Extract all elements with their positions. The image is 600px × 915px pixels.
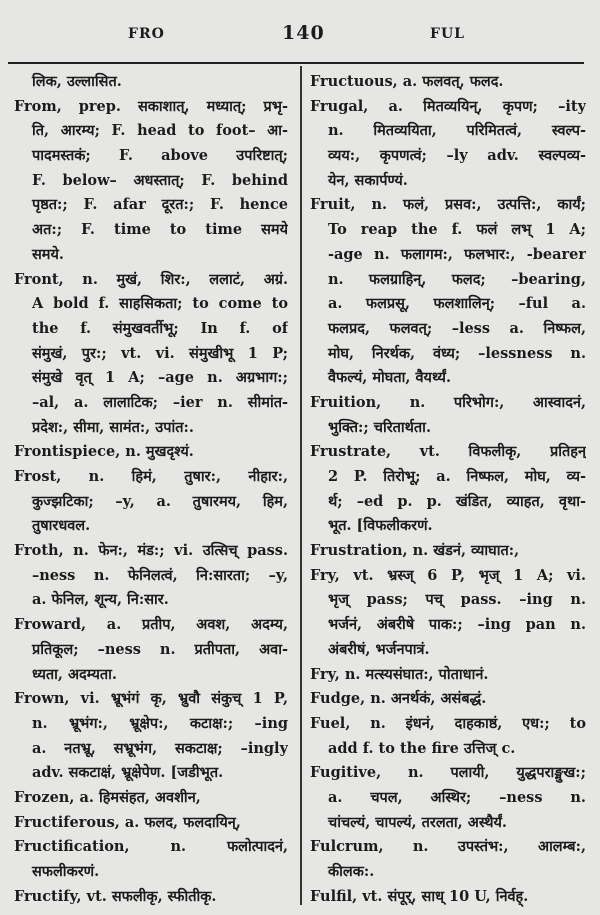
guide-word-left: FRO	[128, 26, 165, 42]
dictionary-entry	[310, 70, 586, 95]
entry-line	[14, 366, 288, 391]
entry-line	[310, 268, 586, 293]
dictionary-entry	[310, 391, 586, 440]
definition-text: प्रदेश:, सीमा, सामंत:, उपांत:.	[32, 418, 194, 436]
headword: Fulfil,	[310, 887, 358, 905]
headword: Fugitive,	[310, 764, 382, 782]
entry-line	[14, 70, 288, 95]
headword: From,	[14, 97, 62, 115]
entry-line	[310, 663, 586, 688]
definition-text: येन, सकार्पण्यं.	[328, 171, 408, 189]
guide-word-right: FUL	[430, 26, 465, 42]
definition-text: फलप्रद, फलवत्; –less a. निष्फल,	[328, 319, 586, 337]
definition-text: संमुखं, पुर:; vt. vi. संमुखीभू 1 P;	[32, 344, 288, 362]
entry-line	[310, 416, 586, 441]
entry-line	[14, 761, 288, 786]
definition-text: ध्यता, अदम्यता.	[32, 665, 117, 683]
headword: Fruition,	[310, 393, 382, 411]
headword: Frown,	[14, 690, 70, 708]
definition-text: र्थ; –ed p. p. खंडित, व्याहत, वृथा-	[328, 492, 586, 510]
headword: Fry,	[310, 665, 340, 683]
definition-text: भूत. [विफलीकरणं.	[328, 517, 433, 535]
entry-line	[14, 835, 288, 860]
definition-text: F. below– अधस्तात्; F. behind	[32, 171, 288, 189]
entry-line	[310, 564, 586, 589]
definition-text: n. फलोत्पादनं,	[129, 838, 288, 856]
definition-text: a. फेनिल, शून्य, नि:सार.	[32, 591, 169, 609]
headword: Fruit,	[310, 196, 356, 214]
definition-text: adv. सकटाक्षं, भ्रूक्षेपेण. [जडीभूत.	[32, 764, 224, 782]
definition-text: तुषारधवल.	[32, 517, 91, 535]
definition-text: A bold f. साहसिकता; to come to	[32, 295, 288, 313]
headword: Fudge,	[310, 690, 366, 708]
definition-text: vt. संपूर्, साध् 10 U, निर्वह्.	[357, 887, 529, 905]
dictionary-entry	[310, 835, 586, 884]
definition-text: a. फलवत्, फलद.	[397, 73, 504, 90]
entry-line	[14, 514, 288, 539]
entry-line	[14, 440, 288, 465]
definition-text: कुज्झटिका; –y, a. तुषारमय, हिम,	[32, 492, 288, 510]
dictionary-entry	[310, 95, 586, 194]
entry-line	[14, 317, 288, 342]
entry-line	[14, 786, 288, 811]
definition-text: -age n. फलागम:, फलभार:, -bearer	[328, 245, 586, 263]
headword: Fructiferous,	[14, 813, 120, 831]
dictionary-entry	[14, 835, 288, 884]
dictionary-entry	[14, 885, 288, 910]
definition-text: n. फेन:, मंड:; vi. उत्सिच् pass.	[63, 542, 288, 560]
entry-line	[14, 564, 288, 589]
entry-line	[14, 119, 288, 144]
dictionary-entry	[14, 613, 288, 687]
definition-text: सफलीकरणं.	[32, 863, 100, 880]
definition-text: n. पलायी, युद्धपराङ्मुख:;	[381, 764, 586, 782]
definition-text: a. नतभ्रू, सभ्रूभंग, सकटाक्ष; –ingly	[32, 739, 288, 757]
entry-line	[14, 465, 288, 490]
entry-line	[310, 786, 586, 811]
definition-text: the f. संमुखवर्तीभू; In f. of	[32, 319, 288, 337]
entry-line	[14, 613, 288, 638]
entry-line	[310, 391, 586, 416]
definition-text: n. मितव्ययिता, परिमितत्वं, स्वल्प-	[328, 122, 586, 140]
definition-text: प्रतिकूल; –ness n. प्रतीपता, अवा-	[32, 640, 288, 658]
definition-text: भर्जनं, अंबरीषे पाक:; –ing pan n.	[328, 616, 586, 634]
dictionary-entry	[310, 193, 586, 391]
entry-line	[14, 588, 288, 613]
definition-text: मोघ, निरर्थक, वंध्य; –lessness n.	[328, 344, 586, 362]
definition-text: vt. सफलीकृ, स्फीतीकृ.	[81, 887, 217, 905]
definition-text: पृष्ठत:; F. afar दूरत:; F. hence	[32, 196, 288, 214]
definition-text: भुक्ति:; चरितार्थता.	[328, 418, 431, 436]
entry-line	[310, 737, 586, 762]
headword: Froth,	[14, 542, 64, 560]
definition-text: भृज् pass; पच् pass. –ing n.	[328, 591, 586, 609]
entry-line	[310, 514, 586, 539]
entry-line	[14, 811, 288, 836]
entry-line	[14, 342, 288, 367]
entry-line	[310, 687, 586, 712]
definition-text: a. प्रतीप, अवश, अदम्य,	[86, 616, 288, 634]
definition-text: a. चपल, अस्थिर; –ness n.	[328, 788, 586, 806]
entry-line	[14, 218, 288, 243]
headword: Fructification,	[14, 838, 130, 856]
definition-text: To reap the f. फलं लभ् 1 A;	[328, 221, 586, 239]
entry-line	[14, 193, 288, 218]
entry-line	[14, 292, 288, 317]
headword: Fructify,	[14, 887, 82, 905]
dictionary-entry	[310, 440, 586, 539]
dictionary-entry	[14, 811, 288, 836]
definition-text: a. फलद, फलदायिन्,	[119, 813, 241, 831]
entry-line	[310, 638, 586, 663]
definition-text: vt. भ्रस्ज् 6 P, भृज् 1 A; vi.	[339, 566, 586, 584]
column-divider	[300, 66, 302, 905]
dictionary-entry	[14, 70, 288, 95]
entry-line	[310, 70, 586, 95]
headword: Frontispiece,	[14, 443, 121, 461]
entry-line	[310, 218, 586, 243]
entry-line	[310, 490, 586, 515]
entry-line	[14, 539, 288, 564]
entry-line	[14, 638, 288, 663]
headword: Front,	[14, 270, 64, 288]
entry-line	[310, 440, 586, 465]
header-rule	[8, 62, 584, 64]
definition-text: समये.	[32, 245, 64, 263]
definition-text: n. इंधनं, दाहकाष्ठं, एध:; to	[350, 714, 586, 732]
definition-text: पादमस्तकं; F. above उपरिष्टात्;	[32, 147, 288, 165]
dictionary-entry	[14, 539, 288, 613]
entry-line	[14, 391, 288, 416]
entry-line	[310, 811, 586, 836]
definition-text: n. मुखं, शिर:, ललाटं, अग्रं.	[63, 270, 288, 288]
entry-line	[14, 687, 288, 712]
definition-text: ति, आरम्य; F. head to foot– आ-	[32, 122, 288, 140]
definition-text: n. अनर्थकं, असंबद्धं.	[365, 690, 487, 708]
entry-line	[310, 860, 586, 885]
entry-line	[14, 737, 288, 762]
definition-text: –ness n. फेनिलत्वं, नि:सारता; –y,	[32, 566, 288, 584]
definition-text: वैफल्यं, मोघता, वैयर्थ्यं.	[328, 369, 452, 387]
dictionary-entry	[310, 885, 586, 910]
headword: Frost,	[14, 468, 62, 485]
dictionary-entry	[14, 687, 288, 786]
entry-line	[14, 243, 288, 268]
entry-line	[14, 268, 288, 293]
definition-text: vt. विफलीकृ, प्रतिहन्	[391, 443, 586, 461]
entry-line	[14, 885, 288, 910]
right-column	[310, 70, 586, 909]
definition-text: अंबरीषं, भर्जनपात्रं.	[328, 640, 430, 658]
entry-line	[14, 663, 288, 688]
definition-text: n. मुखदृश्यं.	[120, 443, 194, 461]
entry-line	[310, 243, 586, 268]
dictionary-entry	[14, 95, 288, 268]
definition-text: a. फलप्रसू, फलशालिन्; –ful a.	[328, 295, 586, 313]
entry-line	[310, 317, 586, 342]
entry-line	[14, 95, 288, 120]
headword: Frustrate,	[310, 443, 392, 461]
dictionary-entry	[14, 786, 288, 811]
entry-line	[310, 761, 586, 786]
page-number: 140	[282, 22, 325, 44]
entry-line	[310, 539, 586, 564]
definition-text: संमुखे वृत् 1 A; –age n. अग्रभाग:;	[32, 369, 288, 387]
dictionary-entry	[14, 465, 288, 539]
definition-text: add f. to the fire उत्तिज् c.	[328, 739, 516, 757]
definition-text: व्यय:, कृपणत्वं; –ly adv. स्वल्पव्य-	[328, 147, 586, 165]
dictionary-entry	[310, 539, 586, 564]
definition-text: a. हिमसंहत, अवशीन,	[74, 788, 201, 806]
headword: Frozen,	[14, 788, 75, 806]
entry-line	[310, 613, 586, 638]
headword: Fuel,	[310, 714, 351, 732]
dictionary-entry	[310, 687, 586, 712]
definition-text: n. परिभोग:, आस्वादनं,	[381, 393, 586, 411]
entry-line	[14, 490, 288, 515]
definition-text: vi. भ्रूभंगं कृ, भ्रुवौ संकुच् 1 P,	[69, 690, 288, 708]
entry-line	[310, 169, 586, 194]
definition-text: n. उपस्तंभ:, आलम्ब:,	[383, 838, 586, 856]
headword: Fulcrum,	[310, 838, 384, 856]
definition-text: चांचल्यं, चापल्यं, तरलता, अस्थैर्यं.	[328, 813, 507, 831]
entry-line	[310, 835, 586, 860]
definition-text: n. फलं, प्रसव:, उत्पत्ति:, कार्यं;	[355, 196, 586, 214]
dictionary-entry	[310, 663, 586, 688]
entry-line	[310, 119, 586, 144]
headword: Frugal,	[310, 97, 369, 115]
definition-text: n. हिमं, तुषार:, नीहार:,	[61, 468, 288, 485]
headword: Fructuous,	[310, 73, 398, 90]
left-column	[14, 70, 288, 909]
definition-text: n. फलग्राहिन्, फलद; –bearing,	[328, 270, 586, 288]
entry-line	[14, 169, 288, 194]
entry-line	[14, 712, 288, 737]
entry-line	[310, 193, 586, 218]
dictionary-entry	[310, 712, 586, 761]
dictionary-entry	[310, 761, 586, 835]
dictionary-entry	[14, 268, 288, 441]
definition-text: n. मत्स्यसंघात:, पोताधानं.	[339, 665, 489, 683]
entry-line	[310, 95, 586, 120]
definition-text: कीलक:.	[328, 863, 375, 880]
entry-line	[14, 416, 288, 441]
definition-text: prep. सकाशात्, मध्यात्; प्रभृ-	[61, 97, 288, 115]
entry-line	[310, 366, 586, 391]
dictionary-entry	[14, 440, 288, 465]
headword: Fry,	[310, 566, 340, 584]
definition-text: –al, a. लालाटिक; –ier n. सीमांत-	[32, 393, 288, 411]
entry-line	[310, 342, 586, 367]
dictionary-entry	[310, 564, 586, 663]
definition-text: n. भ्रूभंग:, भ्रूक्षेप:, कटाक्ष:; –ing	[32, 714, 288, 732]
entry-line	[310, 712, 586, 737]
entry-line	[310, 465, 586, 490]
definition-text: 2 P. तिरोभू; a. निष्फल, मोघ, व्य-	[328, 468, 586, 485]
definition-text: a. मितव्ययिन्, कृपण; –ity	[368, 97, 586, 115]
definition-text: n. खंडनं, व्याघात:,	[407, 542, 520, 560]
headword: Froward,	[14, 616, 87, 634]
definition-text: अत:; F. time to time समये	[32, 221, 288, 239]
entry-line	[310, 144, 586, 169]
entry-line	[310, 588, 586, 613]
headword: Frustration,	[310, 542, 408, 560]
entry-line	[310, 885, 586, 910]
entry-line	[14, 860, 288, 885]
entry-line	[14, 144, 288, 169]
entry-line	[310, 292, 586, 317]
definition-text: लिक, उल्लासित.	[32, 73, 122, 90]
